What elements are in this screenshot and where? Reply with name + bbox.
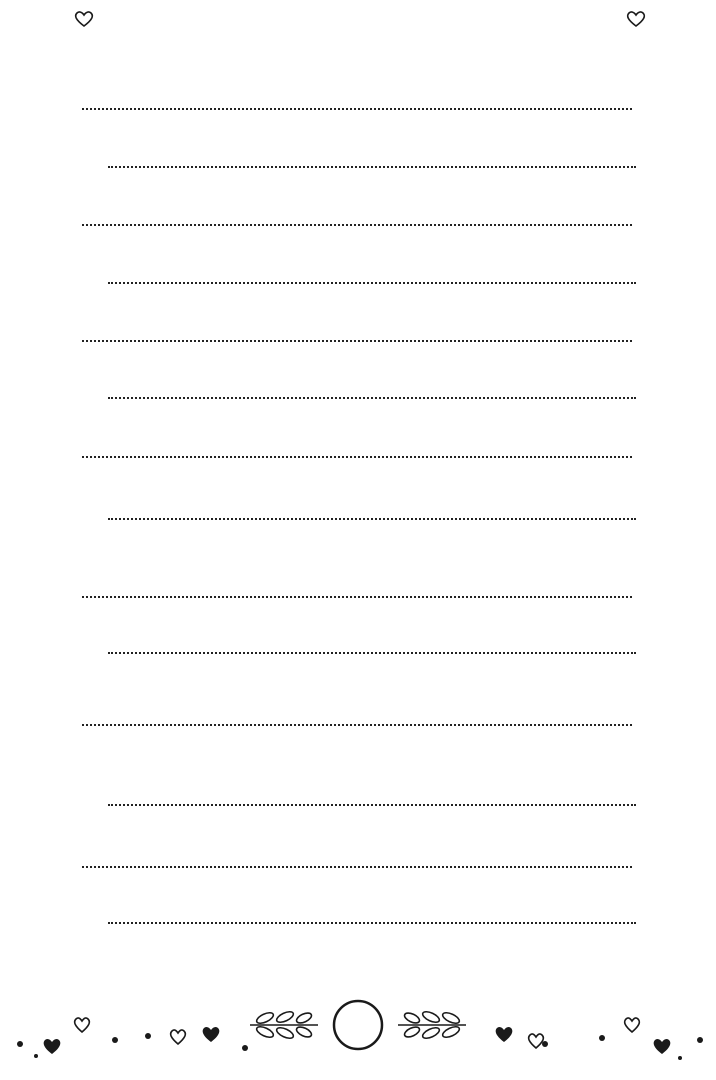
top-decorative-border xyxy=(0,0,716,40)
dot-leader xyxy=(82,224,632,226)
leaf-branch-ornament xyxy=(250,1010,318,1041)
leaf-branch-ornament xyxy=(398,1010,466,1041)
dot-leader xyxy=(108,397,636,399)
heart-icon xyxy=(171,1030,186,1044)
toc-tale xyxy=(106,926,668,928)
dot-leader xyxy=(82,596,632,598)
dot-leader xyxy=(82,724,632,726)
toc-tale xyxy=(106,170,668,172)
heart-icon xyxy=(496,1027,513,1042)
dot-leader xyxy=(82,340,632,342)
dot-leader xyxy=(108,282,636,284)
dot-leader xyxy=(82,108,632,110)
heart-icon xyxy=(625,1018,640,1032)
heart-icon xyxy=(654,1039,671,1054)
toc-tale xyxy=(106,516,668,524)
heart-icon xyxy=(44,1039,61,1054)
toc-tale xyxy=(106,401,668,403)
heart-icon xyxy=(529,1034,544,1048)
dot-leader xyxy=(108,922,636,924)
dot-leader xyxy=(108,518,636,520)
dot-leader xyxy=(82,456,632,458)
toc-chapter xyxy=(76,460,638,462)
toc-chapter xyxy=(76,718,638,730)
dot-leader xyxy=(108,166,636,168)
heart-icon xyxy=(75,1018,90,1032)
bottom-decorative-border xyxy=(0,988,716,1080)
heart-icon xyxy=(628,12,645,26)
dot-ornaments xyxy=(17,1033,703,1060)
dot-leader xyxy=(108,804,636,806)
dot-leader xyxy=(108,652,636,654)
toc-chapter xyxy=(76,228,638,230)
dot-leader xyxy=(82,866,632,868)
toc-chapter xyxy=(76,344,638,346)
toc-tale xyxy=(106,286,668,288)
toc-tale xyxy=(106,656,668,658)
heart-icon xyxy=(203,1027,220,1042)
toc-chapter xyxy=(76,112,638,114)
heart-icon xyxy=(76,12,93,26)
toc-tale xyxy=(106,808,668,810)
page-number-medallion xyxy=(334,1001,382,1049)
toc-chapter xyxy=(76,870,638,872)
toc-chapter xyxy=(76,600,638,602)
